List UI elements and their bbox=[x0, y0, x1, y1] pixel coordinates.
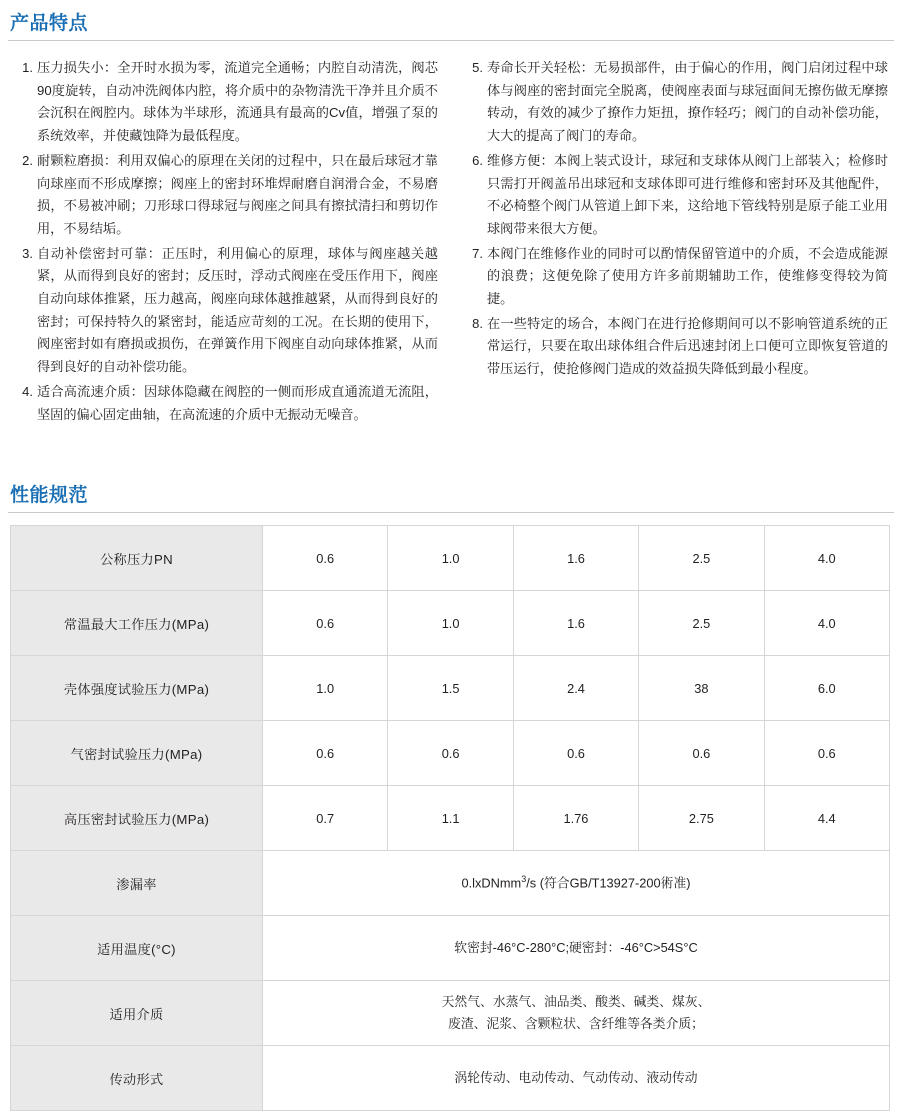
feature-item-number: 4. bbox=[22, 383, 33, 399]
spec-cell-line: 软密封-46°C-280°C;硬密封：-46°C>54S°C bbox=[454, 940, 698, 956]
spec-row-label: 公称压力PN bbox=[11, 526, 263, 591]
feature-item bbox=[14, 57, 438, 148]
feature-item bbox=[14, 381, 438, 426]
feature-item-text: 本阀门在维修作业的同时可以酌情保留管道中的介质，不会造成能源的浪费；这便免除了使用方许多前期辅助工作，使维修变得较为简捷。 bbox=[487, 245, 888, 307]
spec-table-container bbox=[0, 513, 900, 1111]
feature-item-number: 8. bbox=[472, 315, 483, 331]
spec-cell-value: 0.6 bbox=[513, 721, 638, 786]
feature-item-number: 3. bbox=[22, 245, 33, 261]
spec-cell-value: 1.1 bbox=[388, 786, 513, 851]
table-row bbox=[11, 916, 890, 981]
spec-row-label: 传动形式 bbox=[11, 1046, 263, 1111]
feature-item-number: 6. bbox=[472, 152, 483, 168]
spec-cell-value: 0.7 bbox=[263, 786, 388, 851]
spec-cell-value: 2.75 bbox=[639, 786, 764, 851]
table-row bbox=[11, 526, 890, 591]
feature-item-number: 1. bbox=[22, 60, 33, 75]
spec-cell-value: 38 bbox=[639, 656, 764, 721]
feature-item bbox=[464, 313, 888, 381]
table-row bbox=[11, 656, 890, 721]
feature-item bbox=[464, 243, 888, 311]
spec-heading: 性能规范 bbox=[10, 485, 89, 507]
spec-cell-value: 2.4 bbox=[513, 656, 638, 721]
superscript: 3 bbox=[521, 873, 527, 884]
spec-cell-value: 2.5 bbox=[639, 526, 764, 591]
spec-cell-value: 4.0 bbox=[764, 526, 889, 591]
spec-row-label: 渗漏率 bbox=[11, 851, 263, 916]
feature-item bbox=[14, 150, 438, 241]
spec-cell-value: 0.6 bbox=[764, 721, 889, 786]
spec-section-header bbox=[0, 428, 900, 513]
feature-item-text: 在一些特定的场合，本阀门在进行抢修期间可以不影响管道系统的正常运行，只要在取出球体组合件后迅速封闭上口便可立即恢复管道的带压运行，使抢修阀门造成的效益损失降低到最小程度。 bbox=[487, 315, 888, 377]
spec-row-label: 适用介质 bbox=[11, 981, 263, 1046]
spec-cell-value: 0.6 bbox=[263, 721, 388, 786]
spec-cell-line: 0.lxDNmm$^3$/s (符合GB/T13927-200術准) bbox=[461, 873, 691, 891]
spec-cell-value: 1.6 bbox=[513, 526, 638, 591]
spec-table-body bbox=[11, 526, 890, 1111]
spec-cell-value: 1.6 bbox=[513, 591, 638, 656]
spec-cell-value: 4.4 bbox=[764, 786, 889, 851]
spec-cell-value: 1.76 bbox=[513, 786, 638, 851]
spec-cell-value bbox=[263, 851, 890, 916]
table-row bbox=[11, 786, 890, 851]
features-column-left bbox=[14, 57, 438, 428]
spec-cell-value: 0.6 bbox=[388, 721, 513, 786]
spec-cell-line: 涡轮传动、电动传动、气动传动、液动传动 bbox=[454, 1070, 698, 1086]
table-row bbox=[11, 851, 890, 916]
spec-cell-value bbox=[263, 981, 890, 1046]
spec-cell-value: 0.6 bbox=[263, 526, 388, 591]
spec-row-label: 高压密封试验压力(MPa) bbox=[11, 786, 263, 851]
spec-cell-value: 2.5 bbox=[639, 591, 764, 656]
table-row bbox=[11, 981, 890, 1046]
spec-cell-value bbox=[263, 916, 890, 981]
feature-item-number: 2. bbox=[22, 152, 33, 168]
spec-cell-value: 1.0 bbox=[263, 656, 388, 721]
feature-item-text: 压力损失小：全开时水损为零，流道完全通畅；内腔自动清洗，阀芯90度旋转，自动冲洗阀体内腔，将介质中的杂物清洗干净并且介质不会沉积在阀腔内。球体为半球形，流通具有最高的Cv值，增强了泵的系统效率，并使藏蚀降为最低程度。 bbox=[37, 60, 438, 144]
table-row bbox=[11, 721, 890, 786]
spec-row-label: 气密封试验压力(MPa) bbox=[11, 721, 263, 786]
feature-item-text: 适合高流速介质：因球体隐藏在阀腔的一侧而形成直通流道无流阻，坚固的偏心固定曲轴，在高流速的介质中无振动无噪音。 bbox=[37, 383, 438, 422]
spec-cell-line: 天然气、水蒸气、油品类、酸类、碱类、煤灰、 bbox=[441, 993, 711, 1009]
spec-cell-line: 废渣、泥浆、含颗粒状、含纤维等各类介质； bbox=[448, 1016, 704, 1032]
feature-item bbox=[464, 150, 888, 241]
feature-item-number: 5. bbox=[472, 60, 483, 75]
spec-cell-value: 6.0 bbox=[764, 656, 889, 721]
spec-row-label: 常温最大工作压力(MPa) bbox=[11, 591, 263, 656]
feature-item-number: 7. bbox=[472, 245, 483, 261]
feature-item-text: 耐颗粒磨损：利用双偏心的原理在关闭的过程中，只在最后球冠才靠向球座而不形成摩擦；阀座上的密封环堆焊耐磨自润滑合金，不易磨损，不易被冲刷；刀形球口得球冠与阀座之间具有擦拭清扫和剪切作用，不易结垢。 bbox=[37, 152, 438, 236]
table-row bbox=[11, 591, 890, 656]
spec-cell-value bbox=[263, 1046, 890, 1111]
spec-cell-value: 1.0 bbox=[388, 526, 513, 591]
spec-cell-value: 1.0 bbox=[388, 591, 513, 656]
feature-item bbox=[14, 243, 438, 379]
features-columns bbox=[0, 41, 900, 428]
features-section-header bbox=[0, 0, 900, 41]
table-row bbox=[11, 1046, 890, 1111]
spec-cell-value: 4.0 bbox=[764, 591, 889, 656]
spec-cell-value: 0.6 bbox=[639, 721, 764, 786]
spec-table bbox=[10, 525, 890, 1111]
feature-item-text: 寿命长开关轻松：无易损部件，由于偏心的作用，阀门启闭过程中球体与阀座的密封面完全脱离，使阀座表面与球冠面间无擦伤做无摩擦转动，有效的减少了撩作力矩扭，撩作轻巧；阀门的自动补偿功能，大大的提高了阀门的寿命。 bbox=[487, 60, 888, 144]
feature-item-text: 自动补偿密封可靠：正压时，利用偏心的原理，球体与阀座越关越紧，从而得到良好的密封；反压时，浮动式阀座在受压作用下，阀座自动向球体推紧，压力越高，阀座向球体越推越紧，从而得到良好的密封；可保持特久的紧密封，能适应苛刻的工况。在长期的使用下，阀座密封如有磨损或损伤，在弹簧作用下阀座自动向球体推紧，从而得到良好的自动补偿功能。 bbox=[37, 245, 438, 375]
feature-list-right bbox=[464, 57, 888, 381]
feature-item bbox=[464, 57, 888, 148]
features-column-right bbox=[464, 57, 888, 428]
features-heading: 产品特点 bbox=[10, 13, 89, 34]
feature-item-text: 维修方便：本阀上装式设计，球冠和支球体从阀门上部装入；检修时只需打开阀盖吊出球冠和支球体即可进行维修和密封环及其他配件，不必椅整个阀门从管道上卸下来，这给地下管线特别是原子能工业用球阀带来很大方便。 bbox=[487, 152, 888, 236]
spec-row-label: 适用温度(°C) bbox=[11, 916, 263, 981]
spec-row-label: 壳体强度试验压力(MPa) bbox=[11, 656, 263, 721]
feature-list-left bbox=[14, 57, 438, 426]
spec-cell-value: 0.6 bbox=[263, 591, 388, 656]
spec-cell-value: 1.5 bbox=[388, 656, 513, 721]
